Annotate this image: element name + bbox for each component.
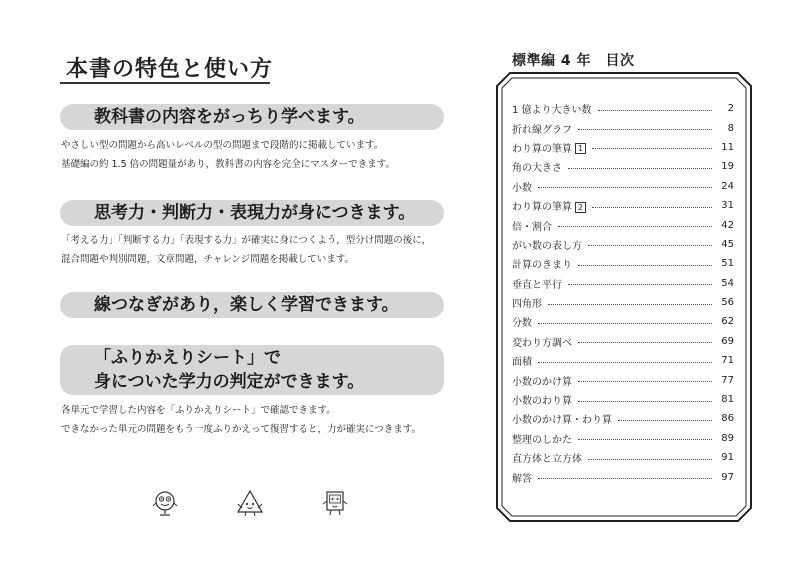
- page-title: 本書の特色と使い方: [66, 57, 274, 82]
- toc-item-page: 97: [721, 471, 734, 483]
- toc-box: [496, 72, 752, 522]
- toc-item-page: 19: [721, 161, 734, 173]
- toc-item: [512, 467, 734, 486]
- toc-item: [512, 235, 734, 254]
- toc-item-name-text: 整理のしかた: [512, 434, 572, 446]
- toc-item: [512, 274, 734, 293]
- toc-item-page: 62: [721, 316, 734, 328]
- toc-item-page: 81: [721, 394, 734, 406]
- feature-heading-3-line: 線つなぎがあり，楽しく学習できます。: [94, 295, 399, 315]
- toc-item-name: [512, 353, 532, 368]
- toc-item-page: 86: [721, 413, 734, 425]
- toc-item: [512, 390, 734, 409]
- feature-heading-4: [60, 345, 444, 395]
- toc-item: [512, 429, 734, 448]
- toc-item-page: 51: [721, 258, 734, 270]
- feature-description-2-line-2: 混合問題や判別問題，文章問題，チャレンジ問題を掲載しています。: [61, 254, 354, 265]
- toc-item-name: [512, 314, 532, 329]
- toc-item-page: 11: [721, 141, 734, 153]
- toc-item-name-text: 変わり方調べ: [512, 337, 572, 349]
- toc-item-name: [512, 140, 586, 155]
- toc-item-name-text: 角の大きさ: [512, 163, 562, 175]
- feature-description-4-line-1: 各単元で学習した内容を「ふりかえりシート」で確認できます。: [61, 405, 336, 416]
- feature-description-4-line-2: できなかった単元の問題をもう一度ふりかえって復習すると，力が確実につきます。: [61, 424, 422, 435]
- toc-item-page: 56: [721, 297, 734, 309]
- toc-item: [512, 177, 734, 196]
- toc-leader-dots: [538, 186, 712, 188]
- toc-item-page: 71: [721, 355, 734, 367]
- feature-description-1-line-2: 基礎編の約 1.5 倍の問題量があり，教科書の内容を完全にマスターできます。: [61, 159, 395, 170]
- feature-description-1-line-1: やさしい型の問題から高いレベルの型の問題まで段階的に掲載しています。: [61, 140, 384, 151]
- toc-item: [512, 312, 734, 331]
- toc-item-page: 91: [721, 452, 734, 464]
- toc-leader-dots: [538, 361, 712, 363]
- feature-heading-4-line-2: 身についた学力の判定ができます。: [94, 372, 365, 392]
- toc-item-name: [512, 256, 572, 271]
- toc-item-name: [512, 450, 582, 465]
- toc-item-name: [512, 276, 562, 291]
- toc-leader-dots: [578, 380, 712, 382]
- feature-description-4: [61, 401, 461, 439]
- toc-leader-dots: [578, 341, 712, 343]
- toc-item: [512, 99, 734, 118]
- toc-item-page: 45: [721, 238, 734, 250]
- robot-face-icon: [150, 488, 180, 518]
- feature-heading-2: [60, 200, 444, 226]
- toc-item-name: [512, 237, 582, 252]
- toc-item-name-text: 垂直と平行: [512, 279, 562, 291]
- mascot-row: [150, 488, 350, 522]
- feature-description-2-line-1: 「考える力」「判断する力」「表現する力」が確実に身につくよう，型分け問題の後に，: [61, 235, 432, 246]
- toc-item-name-text: 小数のかけ算・わり算: [512, 415, 612, 427]
- toc-item-name-text: 折れ線グラフ: [512, 124, 572, 136]
- toc-leader-dots: [588, 458, 712, 460]
- toc-item-page: 8: [727, 122, 734, 134]
- toc-leader-dots: [538, 322, 712, 324]
- toc-item-page: 89: [721, 432, 734, 444]
- toc-item-name: [512, 179, 532, 194]
- toc-leader-dots: [592, 147, 712, 149]
- toc-item-name-text: 直方体と立方体: [512, 454, 582, 466]
- toc-item-name: [512, 431, 572, 446]
- toc-item: [512, 448, 734, 467]
- toc-leader-dots: [578, 438, 712, 440]
- toc-item-name-text: 解答: [512, 473, 532, 485]
- toc-item: [512, 254, 734, 273]
- toc-list: [512, 99, 734, 487]
- toc-leader-dots: [568, 167, 712, 169]
- toc-leader-dots: [568, 283, 712, 285]
- toc-leader-dots: [548, 303, 712, 305]
- toc-item-name-text: 小数: [512, 182, 532, 194]
- feature-heading-1-line: 教科書の内容をがっちり学べます。: [94, 107, 365, 127]
- feature-description-2: [61, 231, 461, 269]
- toc-item-name-text: 分数: [512, 318, 532, 330]
- toc-item-name: [512, 295, 542, 310]
- title-underline: [60, 82, 270, 84]
- toc-item-name: [512, 470, 532, 485]
- toc-item-page: 54: [721, 277, 734, 289]
- feature-description-1: [61, 136, 461, 174]
- toc-item-name-text: 倍・割合: [512, 221, 552, 233]
- triangle-character-icon: [235, 488, 265, 518]
- toc-leader-dots: [578, 128, 712, 130]
- toc-item-page: 31: [721, 200, 734, 212]
- toc-item-page: 42: [721, 219, 734, 231]
- toc-item-page: 2: [727, 103, 734, 115]
- toc-item: [512, 138, 734, 157]
- toc-item: [512, 370, 734, 389]
- toc-item-name-text: がい数の表し方: [512, 240, 582, 252]
- toc-item: [512, 332, 734, 351]
- toc-item-name-text: 小数のかけ算: [512, 376, 572, 388]
- toc-item-name: [512, 218, 552, 233]
- toc-item-name: [512, 101, 592, 116]
- toc-item: [512, 157, 734, 176]
- toc-item-page: 69: [721, 335, 734, 347]
- feature-heading-3: [60, 292, 444, 318]
- toc-item-name: [512, 159, 562, 174]
- toc-item-name: [512, 334, 572, 349]
- toc-item-name-text: 四角形: [512, 299, 542, 311]
- toc-item: [512, 118, 734, 137]
- toc-leader-dots: [578, 400, 712, 402]
- toc-item: [512, 293, 734, 312]
- toc-item-name: [512, 392, 572, 407]
- toc-leader-dots: [588, 244, 712, 246]
- toc-item-name-text: わり算の筆算: [512, 202, 572, 214]
- feature-heading-2-line: 思考力・判断力・表現力が身につきます。: [94, 203, 416, 223]
- toc-item: [512, 215, 734, 234]
- toc-item: [512, 409, 734, 428]
- toc-item: [512, 351, 734, 370]
- toc-item-name: [512, 373, 572, 388]
- toc-leader-dots: [578, 264, 712, 266]
- toc-item-name: [512, 121, 572, 136]
- toc-item-name-text: 面積: [512, 357, 532, 369]
- square-character-icon: [320, 488, 350, 518]
- toc-item-name: [512, 198, 586, 213]
- toc-title: 標準編 4 年 目次: [512, 53, 635, 69]
- feature-heading-4-line-1: 「ふりかえりシート」で: [94, 348, 281, 368]
- toc-item-part-number: 2: [575, 202, 586, 213]
- toc-leader-dots: [618, 419, 712, 421]
- toc-item: [512, 196, 734, 215]
- toc-item-name: [512, 411, 612, 426]
- feature-heading-1: [60, 104, 444, 130]
- toc-item-name-text: 1 億より大きい数: [512, 105, 592, 117]
- toc-leader-dots: [558, 225, 712, 227]
- toc-item-page: 24: [721, 180, 734, 192]
- toc-item-name-text: わり算の筆算: [512, 143, 572, 155]
- toc-item-name-text: 計算のきまり: [512, 260, 572, 272]
- toc-leader-dots: [538, 477, 712, 479]
- toc-item-page: 77: [721, 374, 734, 386]
- toc-item-name-text: 小数のわり算: [512, 396, 572, 408]
- toc-item-part-number: 1: [575, 143, 586, 154]
- toc-leader-dots: [598, 109, 712, 111]
- toc-leader-dots: [592, 206, 712, 208]
